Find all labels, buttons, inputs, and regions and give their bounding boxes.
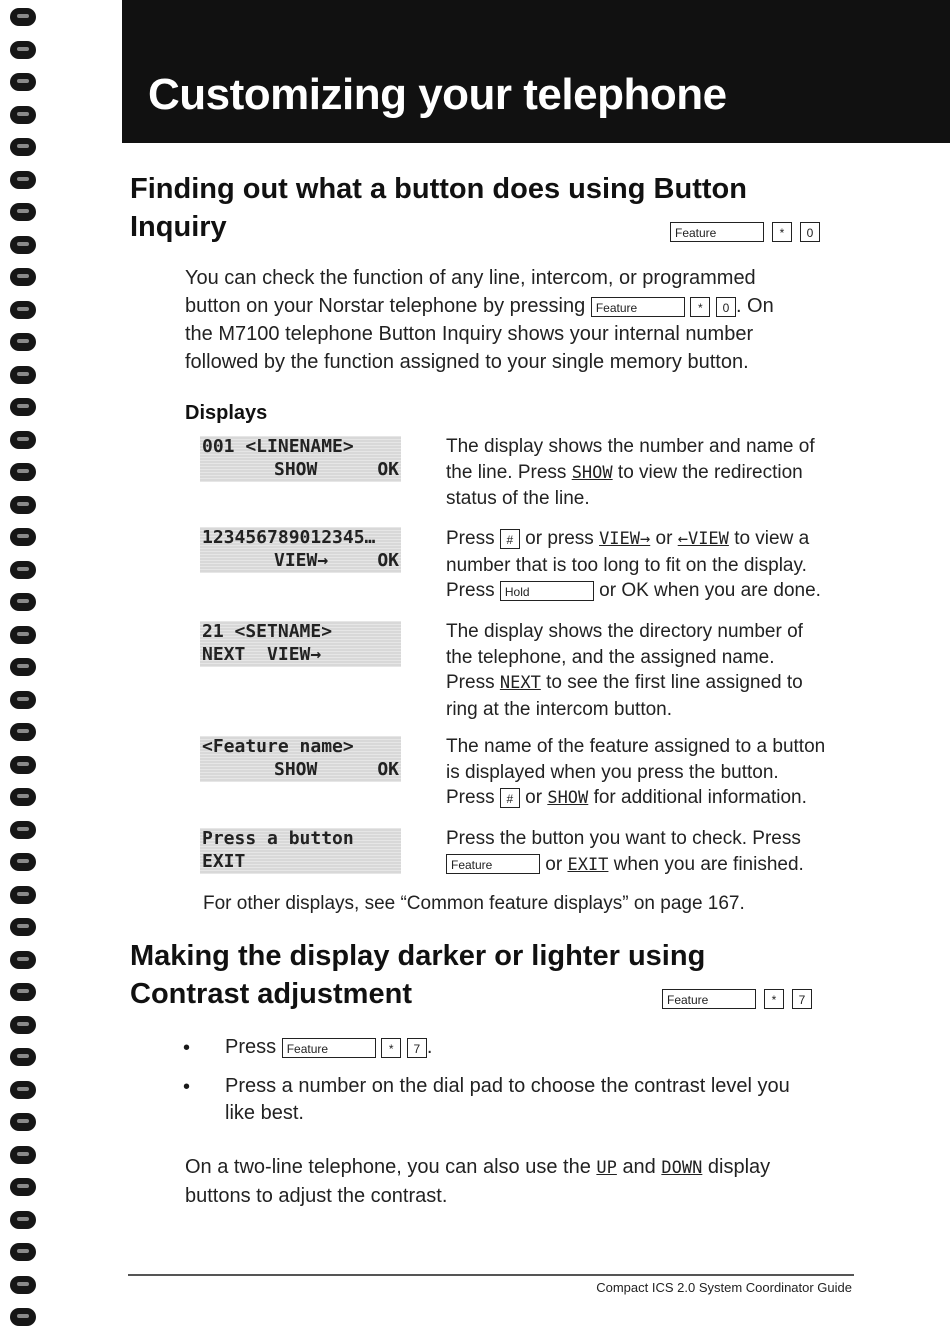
binding-ring xyxy=(10,268,36,286)
binding-ring xyxy=(10,951,36,969)
intro-line-4: followed by the function assigned to your single memory button. xyxy=(185,351,749,373)
binding-ring xyxy=(10,1081,36,1099)
binding-ring xyxy=(10,301,36,319)
binding-ring xyxy=(10,366,36,384)
hash-key: # xyxy=(500,788,520,808)
lcd-line-1: 001 <LINENAME> xyxy=(202,436,354,457)
desc-line: The display shows the directory number of xyxy=(446,621,803,642)
hash-key: # xyxy=(500,529,520,549)
lcd-softkey-exit: EXIT xyxy=(202,851,246,872)
other-displays-note: For other displays, see “Common feature displays” on page 167. xyxy=(203,893,745,914)
lcd-line-1: Press a button xyxy=(202,828,354,849)
star-key: * xyxy=(764,989,784,1009)
desc-line: The display shows the number and name of xyxy=(446,436,815,457)
lcd-softkey-show: SHOW xyxy=(274,459,318,480)
binding-ring xyxy=(10,756,36,774)
exit-softkey-label: EXIT xyxy=(567,854,609,875)
lcd-softkeys-next-view: NEXT VIEW→ xyxy=(202,644,322,665)
lcd-display-setname xyxy=(200,621,401,667)
binding-ring xyxy=(10,691,36,709)
binding-ring xyxy=(10,1243,36,1261)
para-text: and xyxy=(622,1156,656,1178)
digit-key: 0 xyxy=(800,222,820,242)
desc-text: Press xyxy=(446,528,495,549)
binding-ring xyxy=(10,496,36,514)
heading-line-1: Making the display darker or lighter using xyxy=(130,940,706,972)
lcd-line-1: 21 <SETNAME> xyxy=(202,621,333,642)
desc-text: or press xyxy=(525,528,594,549)
contrast-key-sequence xyxy=(662,989,812,1009)
lcd-line-1: <Feature name> xyxy=(202,736,354,757)
feature-key: Feature xyxy=(446,854,540,874)
binding-ring xyxy=(10,8,36,26)
lcd-softkey-ok: OK xyxy=(377,550,399,571)
para-text: display xyxy=(707,1156,771,1178)
binding-ring xyxy=(10,886,36,904)
binding-ring xyxy=(10,983,36,1001)
binding-ring xyxy=(10,236,36,254)
lcd-softkey-view: VIEW→ xyxy=(274,550,329,571)
desc-text: to view a xyxy=(734,528,810,549)
intro-line-3: the M7100 telephone Button Inquiry shows your internal number xyxy=(185,323,754,345)
binding-ring xyxy=(10,1276,36,1294)
show-softkey-label: SHOW xyxy=(571,462,613,483)
bullet-step-2 xyxy=(225,1073,855,1127)
intro-line-2a: button on your Norstar telephone by pressing xyxy=(185,295,586,317)
display-description-setname xyxy=(446,619,856,722)
down-softkey-label: DOWN xyxy=(661,1158,703,1178)
feature-key-inline: Feature xyxy=(282,1038,376,1058)
desc-line: the line. Press xyxy=(446,461,567,483)
lcd-softkey-show: SHOW xyxy=(274,759,318,780)
binding-ring xyxy=(10,788,36,806)
lcd-display-press-button xyxy=(200,828,401,874)
show-softkey-label: SHOW xyxy=(547,788,589,808)
desc-text: to see the first line assigned to xyxy=(546,672,803,693)
heading-line-1: Finding out what a button does using Button xyxy=(130,173,747,205)
view-right-softkey-label: VIEW→ xyxy=(599,529,651,549)
bullet-step-1 xyxy=(225,1034,855,1061)
desc-text: number that is too long to fit on the display. xyxy=(446,554,807,576)
lcd-display-long-number xyxy=(200,527,401,573)
star-key: * xyxy=(772,222,792,242)
binding-ring xyxy=(10,593,36,611)
lcd-display-feature-name xyxy=(200,736,401,782)
display-description-press-button xyxy=(446,826,856,878)
footer-guide-title: Compact ICS 2.0 System Coordinator Guide xyxy=(596,1280,852,1295)
desc-line: ring at the intercom button. xyxy=(446,698,673,720)
binding-ring xyxy=(10,658,36,676)
view-left-softkey-label: ←VIEW xyxy=(677,529,729,549)
binding-ring xyxy=(10,853,36,871)
bullet-marker: • xyxy=(183,1076,191,1098)
binding-ring xyxy=(10,1016,36,1034)
hold-key: Hold xyxy=(500,581,594,601)
feature-key: Feature xyxy=(670,222,764,242)
binding-ring xyxy=(10,1211,36,1229)
heading-line-2: Inquiry xyxy=(130,211,227,243)
binding-ring xyxy=(10,918,36,936)
desc-text: or xyxy=(525,787,543,808)
desc-text: Press xyxy=(446,580,495,601)
desc-text: or xyxy=(655,528,673,549)
binding-ring xyxy=(10,333,36,351)
binding-ring xyxy=(10,106,36,124)
desc-line: status of the line. xyxy=(446,488,590,509)
para-text: buttons to adjust the contrast. xyxy=(185,1185,448,1207)
binding-ring xyxy=(10,1146,36,1164)
binding-ring xyxy=(10,398,36,416)
lcd-softkey-ok: OK xyxy=(377,459,399,480)
binding-ring xyxy=(10,723,36,741)
step-text: Press xyxy=(225,1036,277,1058)
desc-text: or xyxy=(545,853,563,875)
binding-ring xyxy=(10,821,36,839)
lcd-softkey-ok: OK xyxy=(377,759,399,780)
feature-key-inline: Feature xyxy=(591,297,685,317)
digit-key-inline: 7 xyxy=(407,1038,427,1058)
intro-line-2b: . On xyxy=(735,295,774,317)
desc-text: for additional information. xyxy=(593,787,807,808)
footer-rule xyxy=(128,1274,854,1276)
binding-ring xyxy=(10,528,36,546)
step-text: Press a number on the dial pad to choose the contrast level you xyxy=(225,1075,790,1097)
binding-ring xyxy=(10,73,36,91)
bullet-marker: • xyxy=(183,1037,191,1059)
desc-text: Press xyxy=(446,672,495,693)
display-description-feature-name xyxy=(446,734,856,812)
binding-ring xyxy=(10,431,36,449)
digit-key: 7 xyxy=(792,989,812,1009)
desc-text: Press xyxy=(446,787,495,808)
page-title: Customizing your telephone xyxy=(148,70,727,119)
heading-line-2: Contrast adjustment xyxy=(130,978,412,1010)
desc-text: or OK when you are done. xyxy=(599,580,821,601)
spiral-binding xyxy=(6,0,38,1342)
two-line-telephone-paragraph xyxy=(185,1153,855,1210)
binding-ring xyxy=(10,1308,36,1326)
digit-key-inline: 0 xyxy=(716,297,736,317)
display-description-linename xyxy=(446,434,856,512)
binding-ring xyxy=(10,203,36,221)
binding-ring xyxy=(10,138,36,156)
desc-line: The name of the feature assigned to a button xyxy=(446,736,826,757)
next-softkey-label: NEXT xyxy=(499,673,541,693)
star-key-inline: * xyxy=(381,1038,401,1058)
desc-line: Press the button you want to check. Press xyxy=(446,828,801,849)
desc-line: is displayed when you press the button. xyxy=(446,761,779,783)
section-heading-contrast xyxy=(130,937,705,1013)
binding-ring xyxy=(10,171,36,189)
binding-ring xyxy=(10,626,36,644)
button-inquiry-key-sequence xyxy=(670,222,820,242)
desc-text: when you are finished. xyxy=(613,853,804,875)
para-text: On a two-line telephone, you can also use the xyxy=(185,1156,591,1178)
star-key-inline: * xyxy=(690,297,710,317)
binding-ring xyxy=(10,1113,36,1131)
desc-line: the telephone, and the assigned name. xyxy=(446,646,775,668)
binding-ring xyxy=(10,1048,36,1066)
title-banner xyxy=(122,0,950,143)
feature-key: Feature xyxy=(662,989,756,1009)
binding-ring xyxy=(10,1178,36,1196)
section-heading-button-inquiry xyxy=(130,170,747,246)
up-softkey-label: UP xyxy=(596,1158,617,1178)
lcd-display-linename xyxy=(200,436,401,482)
intro-line-1: You can check the function of any line, intercom, or programmed xyxy=(185,267,756,289)
binding-ring xyxy=(10,463,36,481)
intro-paragraph xyxy=(185,264,855,376)
binding-ring xyxy=(10,561,36,579)
step-text: . xyxy=(426,1036,433,1058)
displays-heading: Displays xyxy=(185,402,268,424)
binding-ring xyxy=(10,41,36,59)
lcd-line-1: 123456789012345… xyxy=(202,527,376,548)
display-description-long-number xyxy=(446,526,856,604)
step-text: like best. xyxy=(225,1102,304,1124)
desc-line: to view the redirection xyxy=(617,461,803,483)
